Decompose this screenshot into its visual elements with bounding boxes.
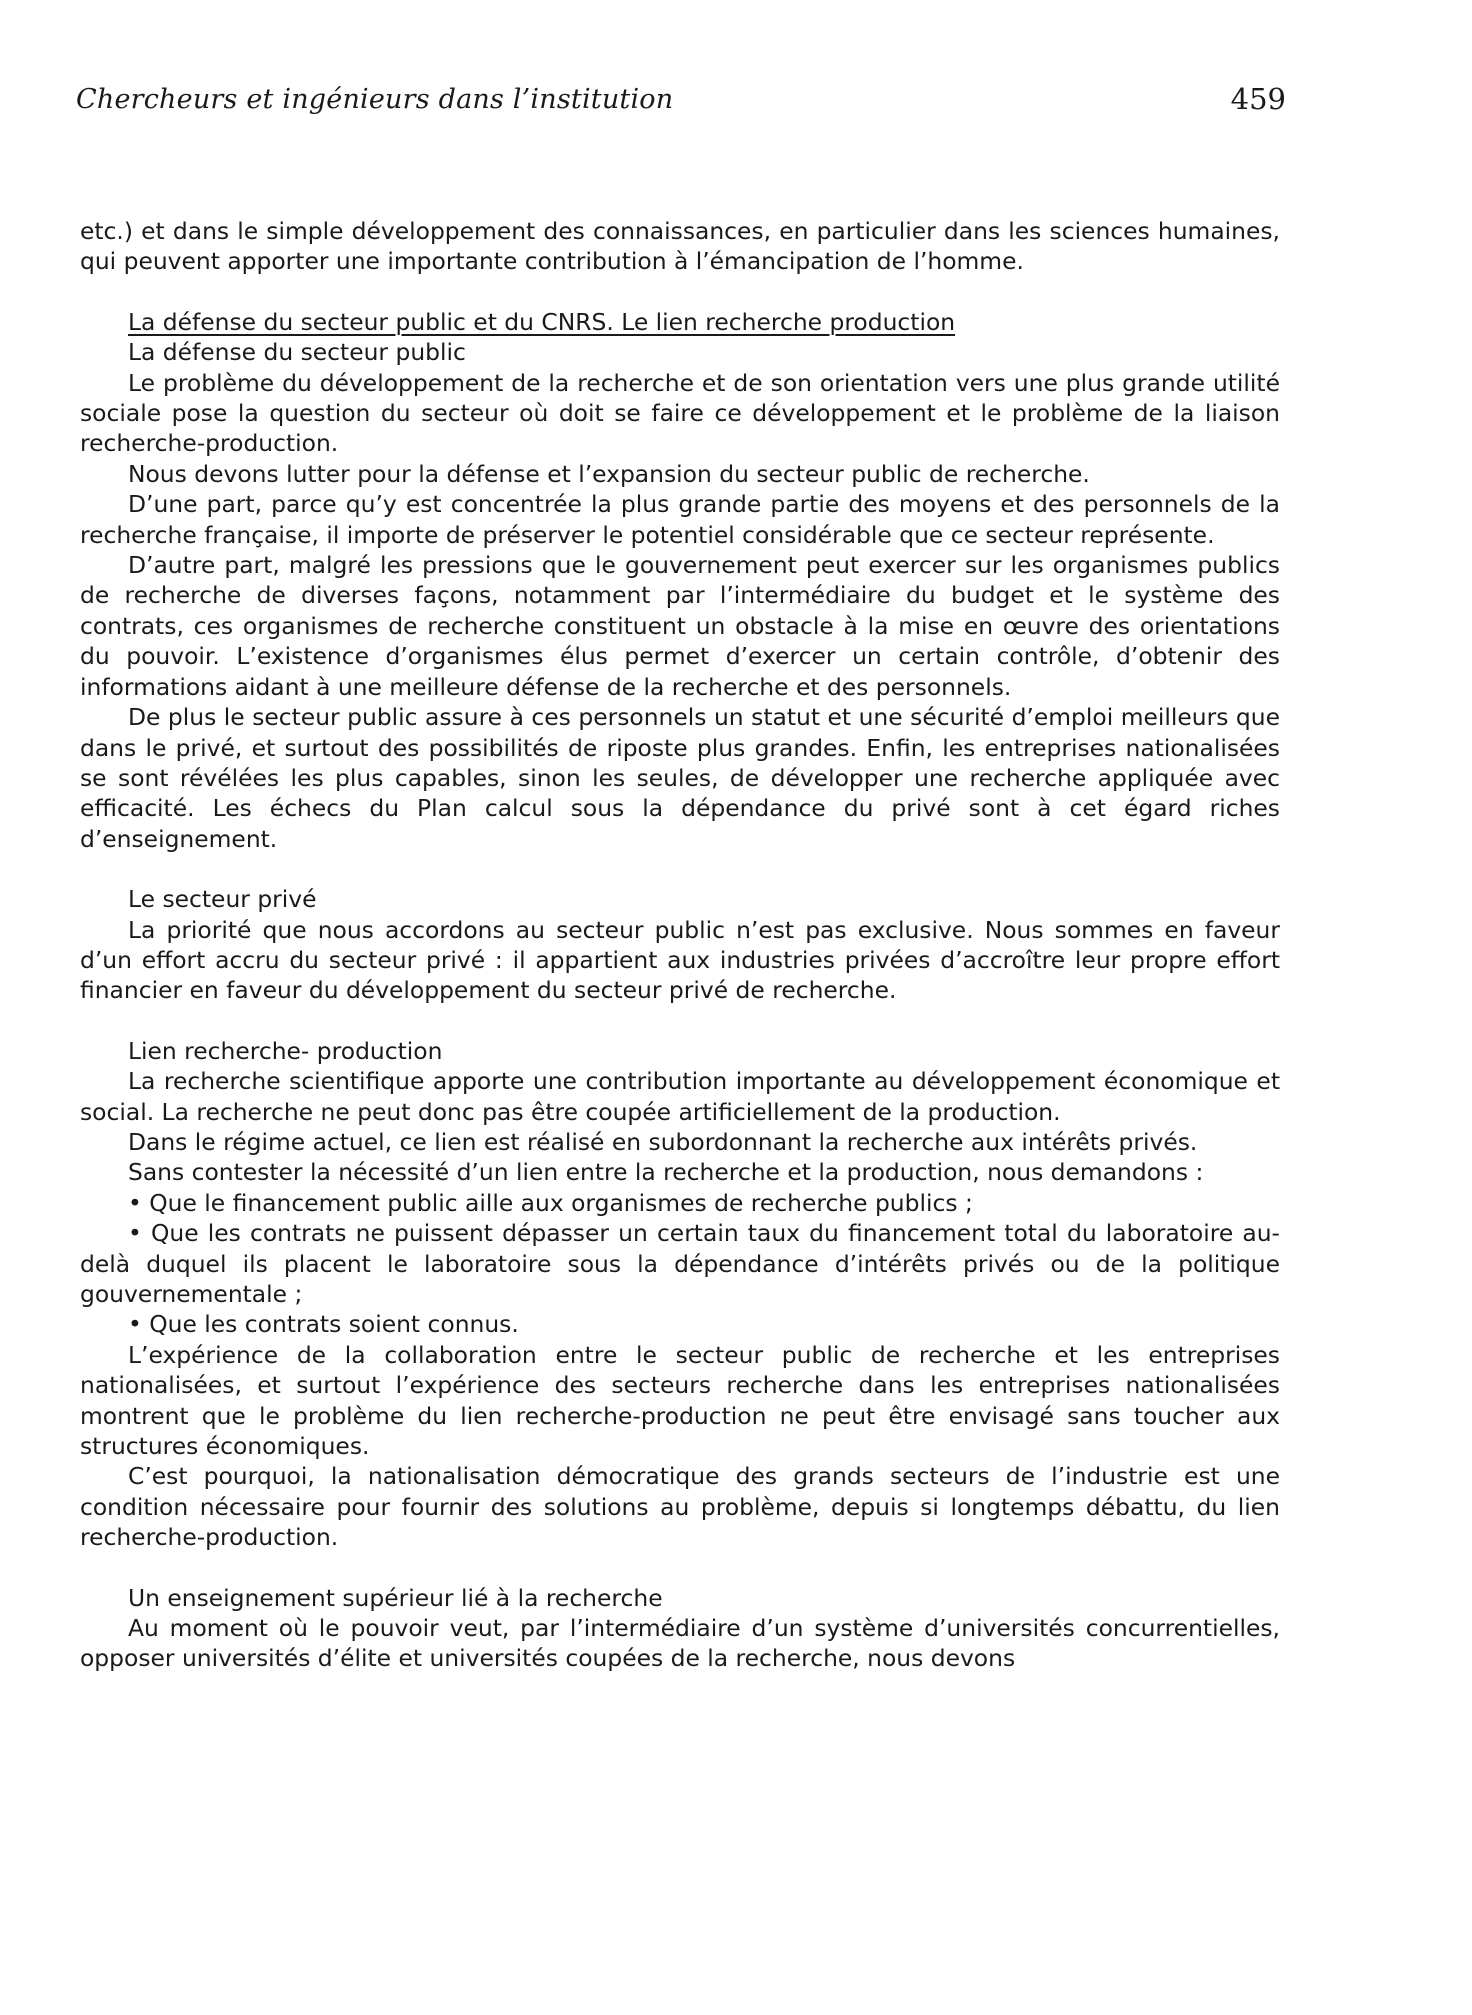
- running-header-title: Chercheurs et ingénieurs dans l’institution: [76, 84, 674, 115]
- section-gap: [80, 1006, 1280, 1036]
- section-title: La défense du secteur public et du CNRS. Le lien recherche production: [128, 307, 956, 336]
- paragraph: Nous devons lutter pour la défense et l’expansion du secteur public de recherche.: [128, 459, 1090, 488]
- section-gap: [80, 1553, 1280, 1583]
- paragraph: Dans le régime actuel, ce lien est réalisé en subordonnant la recherche aux intérêts privés.: [128, 1127, 1198, 1156]
- subsection-title: Lien recherche- production: [128, 1036, 443, 1065]
- section-private-sector: [80, 884, 1280, 1006]
- paragraph: La priorité que nous accordons au secteur public n’est pas exclusive. Nous sommes en faveur d’un effort accru du secteur privé : il appartient aux industries privées d’accroître leur propre effort financier en faveur du développement du secteur privé de recherche.: [80, 915, 1280, 1005]
- paragraph: Au moment où le pouvoir veut, par l’intermédiaire d’un système d’universités concurrentielles, opposer universités d’élite et universités coupées de la recherche, nous devons: [80, 1614, 1280, 1673]
- bullet-item: • Que le financement public aille aux organismes de recherche publics ;: [128, 1188, 973, 1217]
- continuation-paragraph: etc.) et dans le simple développement des connaissances, en particulier dans les sciences humaines, qui peuvent apporter une importante contribution à l’émancipation de l’homme.: [80, 217, 1280, 276]
- bullet-item: • Que les contrats ne puissent dépasser un certain taux du financement total du laboratoire au-delà duquel ils placent le laboratoire sous la dépendance d’intérêts privés ou de la politique gouvernementale ;: [80, 1219, 1280, 1308]
- subsection-title: La défense du secteur public: [128, 338, 466, 367]
- paragraph: Le problème du développement de la recherche et de son orientation vers une plus grande utilité sociale pose la question du secteur où doit se faire ce développement et le problème de la liaison recherche-production.: [80, 368, 1280, 458]
- subsection-title: Un enseignement supérieur lié à la recherche: [128, 1583, 663, 1612]
- page-number: 459: [1230, 82, 1286, 116]
- page-body: [80, 216, 1280, 1674]
- paragraph: La recherche scientifique apporte une contribution importante au développement économique et social. La recherche ne peut donc pas être coupée artificiellement de la production.: [80, 1067, 1280, 1126]
- section-gap: [80, 854, 1280, 884]
- paragraph: Sans contester la nécessité d’un lien entre la recherche et la production, nous demandons :: [128, 1158, 1204, 1187]
- bullet-item: • Que les contrats soient connus.: [128, 1310, 519, 1339]
- paragraph: L’expérience de la collaboration entre le secteur public de recherche et les entreprises nationalisées, et surtout l’expérience des secteurs recherche dans les entreprises nationalisées montrent que le problème du lien recherche-production ne peut être envisagé sans toucher aux structures économiques.: [80, 1340, 1280, 1461]
- section-research-production-link: [80, 1036, 1280, 1553]
- section-gap: [80, 277, 1280, 307]
- paragraph: D’une part, parce qu’y est concentrée la plus grande partie des moyens et des personnels de la recherche française, il importe de préserver le potentiel considérable que ce secteur représente.: [80, 490, 1280, 549]
- running-header: [76, 84, 1286, 128]
- section-public-sector: [80, 307, 1280, 854]
- paragraph: De plus le secteur public assure à ces personnels un statut et une sécurité d’emploi meilleurs que dans le privé, et surtout des possibilités de riposte plus grandes. Enfin, les entreprises nationalisées se sont révélées les plus capables, sinon les seules, de développer une recherche appliquée avec efficacité. Les échecs du Plan calcul sous la dépendance du privé sont à cet égard riches d’enseignement.: [80, 703, 1280, 853]
- section-higher-education: [80, 1583, 1280, 1674]
- subsection-title: Le secteur privé: [128, 885, 317, 914]
- paragraph: D’autre part, malgré les pressions que le gouvernement peut exercer sur les organismes publics de recherche de diverses façons, notamment par l’intermédiaire du budget et le système des contrats, ces organismes de recherche constituent un obstacle à la mise en œuvre des orientations du pouvoir. L’existence d’organismes élus permet d’exercer un certain contrôle, d’obtenir des informations aidant à une meilleure défense de la recherche et des personnels.: [80, 551, 1280, 701]
- paragraph: C’est pourquoi, la nationalisation démocratique des grands secteurs de l’industrie est une condition nécessaire pour fournir des solutions au problème, depuis si longtemps débattu, du lien recherche-production.: [80, 1462, 1280, 1552]
